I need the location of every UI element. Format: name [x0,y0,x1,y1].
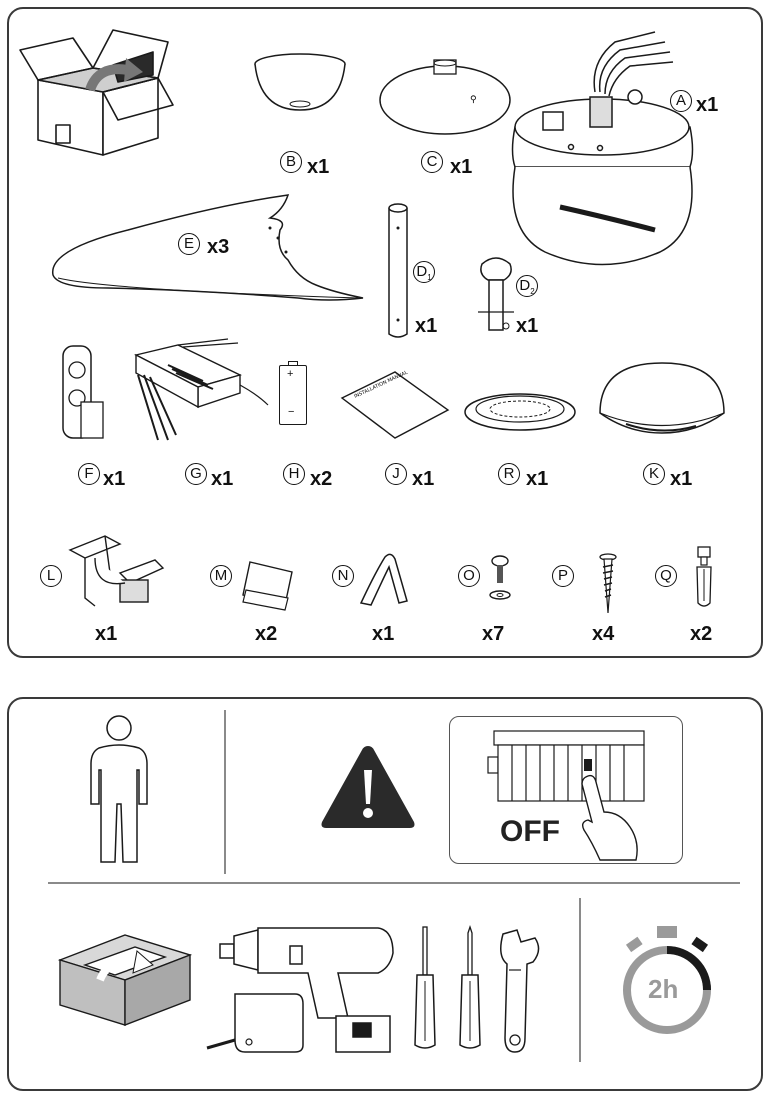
part-r-ring-image [463,390,578,435]
part-d1-qty: x1 [415,315,438,337]
part-h-qty: x2 [310,468,333,490]
hand-pointing-icon [570,772,650,862]
part-m-qty: x2 [255,623,278,645]
tape-measure-icon [205,990,305,1055]
part-k-dome-image [596,358,728,438]
unbox-icon [18,20,178,160]
vertical-divider-top [224,710,226,874]
part-e-letter: E [178,233,200,255]
svg-text:⚲: ⚲ [470,95,477,105]
circuit-breaker-illustration [449,716,683,864]
part-n-qty: x1 [372,623,395,645]
phillips-screwdriver-icon [455,925,485,1050]
part-q-qty: x2 [690,623,713,645]
timer-label: 2h [648,974,679,1004]
part-c-canopy-image [378,58,513,138]
part-b-letter: B [280,151,302,173]
part-r-letter: R [498,463,520,485]
part-d1-downrod-image [383,200,413,342]
part-h-letter: H [283,463,305,485]
part-l-letter: L [40,565,62,587]
part-e-qty: x3 [207,236,230,258]
breaker-off-label: OFF [500,815,560,848]
part-b-bowl-image [250,52,350,114]
horizontal-divider [48,882,740,884]
part-g-receiver-image [128,345,278,450]
part-q-letter: Q [655,565,677,587]
part-g-qty: x1 [211,468,234,490]
part-d2-letter: $D_2$ [516,275,538,297]
manual-cover-text: INSTALLATION MANUAL [353,369,409,400]
part-g-letter: G [185,463,207,485]
part-c-letter: C [421,151,443,173]
battery-minus-text: − [288,406,295,418]
part-p-woodscrew-image [598,553,618,615]
part-o-letter: O [458,565,480,587]
part-a-motor-image [505,22,700,267]
part-r-qty: x1 [526,468,549,490]
part-l-qty: x1 [95,623,118,645]
part-h-battery-image [279,365,307,425]
part-m-letter: M [210,565,232,587]
part-p-qty: x4 [592,623,615,645]
part-m-pad-image [240,560,295,612]
part-j-letter: J [385,463,407,485]
part-o-qty: x7 [482,623,505,645]
wrench-icon [495,928,545,1056]
person-icon [85,714,153,866]
part-k-qty: x1 [670,468,693,490]
part-p-letter: P [552,565,574,587]
part-f-letter: F [78,463,100,485]
part-n-clip-image [355,553,410,608]
part-f-remote-image [55,342,110,444]
part-f-qty: x1 [103,468,126,490]
wall-drilling-icon [55,925,195,1035]
warning-icon [320,742,416,832]
part-j-qty: x1 [412,468,435,490]
part-l-bracket-image [65,528,165,610]
battery-plus-text: + [287,368,294,380]
part-b-qty: x1 [307,156,330,178]
part-k-letter: K [643,463,665,485]
part-a-letter: A [670,90,692,112]
part-o-screw-image [485,555,515,605]
part-q-anchor-image [692,545,716,611]
flat-screwdriver-icon [410,925,440,1050]
part-a-qty: x1 [696,94,719,116]
part-c-qty: x1 [450,156,473,178]
part-n-letter: N [332,565,354,587]
part-d1-letter: $D_1$ [413,261,435,283]
vertical-divider-bottom [579,898,581,1062]
part-d2-hanger-image [474,256,518,336]
part-j-manual-image [340,370,450,440]
part-d2-qty: x1 [516,315,539,337]
